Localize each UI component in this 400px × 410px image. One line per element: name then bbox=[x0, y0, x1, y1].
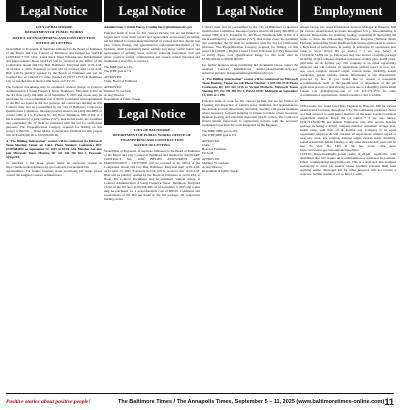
notice-title: NOTICE OF LETTING bbox=[133, 143, 171, 148]
notice-paragraph: A "Pre-Bidding Information" session will be conducted via Microsoft Team Meeting; Venue: on CALL Phone Number: Conference ID#: 27299884099 on September 12, 2025 at 10:00 AM. Member can also join Microsoft Team. Meeting ID: 211 346 396 964 1, Passcode: ng4qc29Z. bbox=[6, 138, 102, 159]
job-ad: Allegis Group, Inc. seeks Information Services Manager in Hanover, MD (& various unanticipated locations throughout U.S.). Telecommuting is allowed. Responsible for planning, leading, organizing & motivating the teams to drive the Onboarding Experience Programs (Sullivan Talent Platform, Onboarding Talent Dashboard) & related applications to achieve a high level of performance & quality in delivering IT operational best value to users. Req'd: BS (or equiv.) + 5 yrs. exp. Salary: $ 172,040-$174,800 per yr. Employees may also receive a benefits package including 401(k) company-matched retirement savings plan, health plans, paid time off & holiday pay. The company is an equal opportunity employer and will consider all applications without regard to race, sex, age, color, religion, national origin, veteran status, disability, sexual orientation, gender identity, genetic information or any characteristic protected by law. If you would like to request a reasonable accommodation, such as the modification or adjustment of the job application process or interviewing process due to a disability, please email Lauren Lau @allegisgroup.com or call 410-579-3570 for other accommodation requirements. Submit resume to: Ref # 1-5206. bbox=[300, 25, 396, 97]
signature-title: Acting Director bbox=[202, 165, 223, 169]
approved-label: APPROVED: bbox=[202, 157, 220, 161]
divider bbox=[300, 100, 396, 101]
notice-paragraph: For further inquiries about purchasing bid documents please contact the assigned Contract Administrator Amber.yates@baltimorecity.gov. Attention and Ayo: bidopportunities@baltimorecity.gov. bbox=[202, 63, 298, 75]
clerk-label: Board of Estimates bbox=[202, 147, 227, 151]
footer-publication: The Baltimore Times / The Annapolis Times, September 5 – 11, 2025 (www.baltimoretimes-online.com) bbox=[118, 399, 385, 405]
wbe-goal: The WBE/DBE goal is 6% bbox=[202, 133, 237, 137]
section-header: Legal Notice bbox=[6, 0, 102, 22]
notice-title: CITY OF BALTIMORE bbox=[133, 128, 171, 132]
section-header: Employment bbox=[300, 0, 396, 22]
wbe-goal: The WBE goal is 7% bbox=[104, 69, 132, 73]
section-header: Legal Notice bbox=[104, 0, 200, 22]
column-legal-notice-3 bbox=[202, 0, 298, 392]
notice-paragraph: Contract must first be prequalified by the City of Baltimore Contractors Qualification Committee. Interested parties should call (410) 396-6883 or contact OBC at 4 S. Frederick St., 4th Floor, Baltimore, MD 21202. If a bid is submitted by a joint venture ("JV"), then in that event, the document that established the JV shall be submitted with the bid for verification purposes. The Prequalification Category required for bidding on this project is C09106 – Digital Closed Circuit Television (CCTV) Inspection of Utility Pipes, Cost Qualification Range for this work shall be $7,000,000.00 to $8,000,000.00. bbox=[202, 25, 298, 61]
clerk-label: Clerk, Board of Estimates bbox=[104, 79, 138, 83]
notice-paragraph: Principal items of work for this contract include, but are not limited to: Cleaning and inspection of sanitary sewer manholes, and appurtenances, that include acoustic inspections, televising, cleaning with grease treatment where necessary, frequent pumping at various locations where necessary, manhole locating and television inspection (QASC review. The Contractor should submit inspections to engineering reviews with the necessary equipment to perform the work designated by the Engineer. bbox=[202, 99, 298, 127]
column-employment bbox=[300, 0, 396, 392]
notice-paragraph: A "Pre-Bidding Information" session will be conducted via Microsoft Team Meeting; Venue: on call Phone Number: 1 667-228-4718 Phone Conference ID: 634 420 1218 or Virtual Platform, Microsoft Teams Meeting ID: 254 709 458 072 2, PASSCODE: 6ddt6yHs on September 11, 2025 at 1 PM. bbox=[202, 77, 298, 97]
notice-paragraph: Sealed Bids or Proposals, in duplicate addressed to the Board of Estimates of the Mayor and City Council of Baltimore and marked for SANITARY CONTRACT NO. 1069 INFLOW ASSESSMENT AND MAINTENANCE - CITYWIDE will be received at the Office of the Comptroller, Room 204 City Hall, Baltimore, Maryland until 11:00 A.M. on October 15, 2025. Positively no bids will be received after 11:00 A.M. Bids will be publicly opened by the Board of Estimates at 12:00 P.M. at Noon. The Contract Documents may be examined, without charge, at Contract Administration 4 South Frederick Street, Baltimore, Maryland 21202 on the 3rd floor (410) 396-4001 as of September 5, 2025 and copies may be purchased for a non-refundable cost of $00.00. Conditions and requirements of the Bid are found in the bid package. All contractors bidding on this bbox=[104, 148, 200, 201]
signature-title: Acting Director bbox=[104, 93, 125, 97]
approved-label: APPROVED: bbox=[104, 85, 122, 89]
column-legal-notice-2 bbox=[104, 0, 200, 392]
notice-title: CITY OF BALTIMORE bbox=[35, 25, 73, 29]
footer-rule bbox=[6, 393, 394, 394]
signature-dept: Department of Public Works bbox=[104, 97, 141, 101]
footer-tagline: Positive stories about positive people! bbox=[6, 399, 91, 405]
contact-name: Administrator Cynthia Harry, Cynthia.harry@baltimorecity.gov bbox=[104, 25, 193, 29]
page-number: 11 bbox=[384, 397, 394, 407]
notice-title: DEPARTMENT OF PUBLIC WORKS bbox=[24, 30, 84, 35]
signature-dept: Department of Public Works bbox=[202, 169, 239, 173]
job-ad: TEKsystems, Inc. seeks Lead Data Engineer in Hanover, MD (& various unanticipated locations throughout US). Telecommuting permitted. Serve as a lead resource to assist junior members of the team. Conduct technical requirement analysis. Req'd: BS (or equiv.) + 5 yrs. exp. Salary: $159,744-$159,780 per annum. Employees may also receive benefits package including a 401(k) company-matched retirement savings plan, health plans, paid time off & holiday pay. Company is an equal opportunity employer & will consider all applications without regard to race, sex, color, age, religion, national origin, veteran status, disability, sexual orientation, gender identity, or any other characteristic protected by law. To view the EEO is the law poster click here: https://www.eeoc.gov/sites/default/files/2022-10/EEOC_KnowYourRights_screen_reader_10_20.pdf. Applicants with disabilities that will require an accommodation or assistance in positions. Email: corphelpdesk@teksystems.com. This is a dedicated line designed exclusively to assist job seekers whose disability prevents them from applying online. Messages left for other purposes will not receive a response. Submit resume or ref. to Req # 1-1205. bbox=[300, 104, 396, 176]
notice-title: NOTICE OF LETTING bbox=[35, 41, 73, 46]
notice-paragraph: To purchase a bid book, please make an electronic request at https://publicworks.baltimorecity.gov/contracts-procurement/bid-opportunities/. For further inquiries about purchasing bid books please contact the assigned Contract Administrator. bbox=[6, 160, 102, 177]
mbe-goal: The MBE goal is 13% bbox=[104, 65, 133, 69]
clerk-name: Pat Gold bbox=[202, 151, 214, 155]
section-header: Legal Notice bbox=[104, 103, 200, 125]
column-legal-notice-1 bbox=[6, 0, 102, 392]
notice-title: DEPARTMENT OF PUBLIC WORKS OFFICE OF ENGINEERING AND CONSTRUCTION bbox=[112, 133, 192, 142]
notice-title: OFFICE OF ENGINEERING AND CONSTRUCTION bbox=[12, 35, 96, 40]
clerk-label: Clerk, bbox=[202, 143, 210, 147]
notice-paragraph: Principal items of work for this contract include, but are not limited to: Urgent need water main repairs and replacement as necessary including, but not limited to replacement/installation of various size new ductile iron pipe, valves, fittings, and appurtenances replacement/installation of fire hydrants, small (residential) meter settings and meter vaults; renew and replacement of existing water services; sidewalk restoration, curb and gutter, roadway paving, sedimentation and erosion control measures and maintenance of traffic, as required. bbox=[104, 31, 200, 63]
page-footer bbox=[0, 395, 400, 410]
mbe-goal: The MBE/ MBE goal is 9% bbox=[202, 129, 238, 133]
approved-label: APPROVED: bbox=[202, 139, 220, 143]
signature-name: Matthew W. Garbark bbox=[202, 161, 229, 165]
notice-paragraph: The Contract Documents may be examined, without charge, at Contract Administration 4 South Frederick Street, Baltimore, Maryland 21202 on the 3rd floor (410) 396-4001 as of September 5, 2025 and copies may be purchased for a non-refundable cost of $0.00. Conditions and requirements of the Bid are found in the bid package. All contractors bidding on this Contract must first be prequalified by the City of Baltimore Contractors Qualification Committee. Interested parties should call (410) 396-6883 or contact OBC at 4 S. Frederick St., 4th Floor, Baltimore, MD 21202. If a bid is submitted by a joint venture ("JV"), then in that event, the document that established the JV shall be submitted with the bid for verification purposes. The Prequalification Category required for bidding on this project is B02551 – Water Mains, Construction Estimate for this project will be $5,600,000.00 to $10,000,000.00. bbox=[6, 84, 102, 137]
signature-name: Matthew W. Garbark bbox=[104, 89, 131, 93]
approved-label: APPROVED: bbox=[104, 75, 122, 79]
notice-paragraph: Sealed Bids or Proposals, in duplicate addressed to the Board of Estimates of the Mayor and City Council of Baltimore and marked for WATER CONTRACT NO. 1452 -Canal Neck Water Infrastructure Rehabilitation and Improvements Phase III-FY25 will be received at the Office of the Comptroller, Room 204 City Hall, Baltimore, Maryland until 11:00 A.M. on October 1, 2025. Positively no bids will be received after 11:00 A.M. Bids will be publicly opened by the Board of Estimates and can be watched live on CharmTV's cable channel 25 (SITT LIVE) in Baltimore City or watched live at the live link below on ETV 25. bbox=[6, 46, 102, 83]
section-header: Legal Notice bbox=[202, 0, 298, 22]
